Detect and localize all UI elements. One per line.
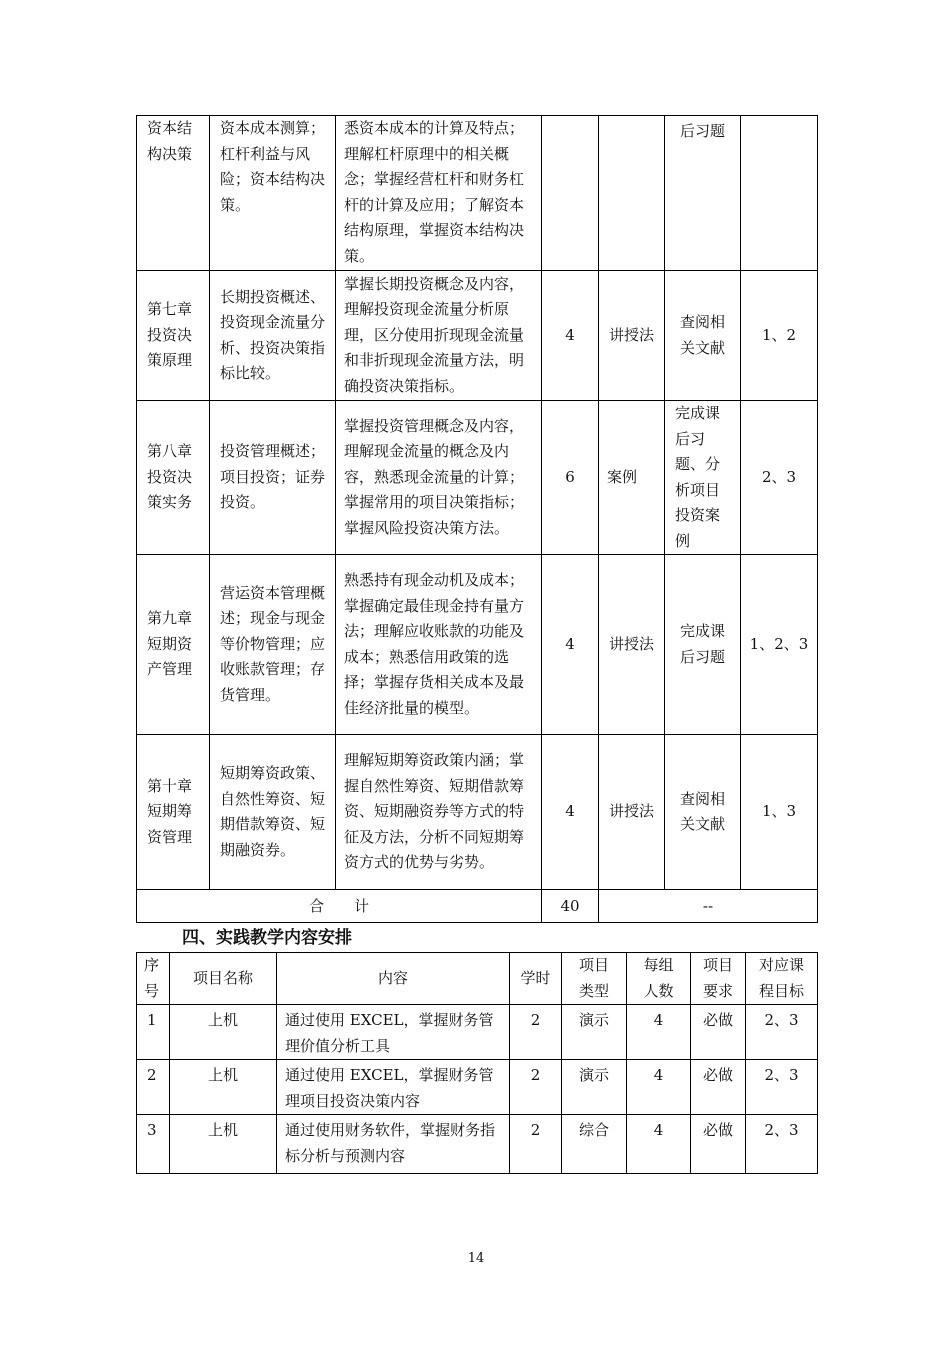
- total-rest: --: [599, 890, 818, 923]
- items-cell: 资本成本测算；杠杆利益与风险；资本结构决策。: [210, 116, 336, 271]
- requirement-cell: 必做: [691, 1060, 746, 1115]
- header-seq: 序号: [137, 953, 170, 1005]
- name-cell: 上机: [170, 1115, 277, 1174]
- method-cell: 讲授法: [599, 271, 665, 401]
- homework-cell: 后习题: [665, 116, 741, 271]
- seq-cell: 3: [137, 1115, 170, 1174]
- header-requirement: 项目要求: [691, 953, 746, 1005]
- requirements-cell: 悉资本成本的计算及特点；理解杠杆原理中的相关概念；掌握经营杠杆和财务杠杆的计算及应用；了解资本结构原理，掌握资本结构决策。: [336, 116, 542, 271]
- homework-cell: 查阅相关文献: [665, 735, 741, 890]
- hours-cell: 2: [510, 1005, 562, 1060]
- table-row: [137, 1060, 818, 1115]
- chapter-cell: 第九章短期资产管理: [137, 555, 210, 735]
- table-row: [137, 116, 818, 271]
- hours-cell: 6: [542, 401, 599, 555]
- objective-cell: [741, 116, 818, 271]
- method-cell: [599, 116, 665, 271]
- method-cell: 讲授法: [599, 735, 665, 890]
- group-cell: 4: [627, 1060, 691, 1115]
- table-row: [137, 1005, 818, 1060]
- table-row: [137, 271, 818, 401]
- hours-cell: 4: [542, 735, 599, 890]
- name-cell: 上机: [170, 1060, 277, 1115]
- seq-cell: 1: [137, 1005, 170, 1060]
- table-row: [137, 401, 818, 555]
- requirements-cell: 掌握投资管理概念及内容，理解现金流量的概念及内容，熟悉现金流量的计算；掌握常用的项目决策指标；掌握风险投资决策方法。: [336, 401, 542, 555]
- content-cell: 通过使用 EXCEL，掌握财务管理价值分析工具: [277, 1005, 510, 1060]
- items-cell: 短期筹资政策、自然性筹资、短期借款筹资、短期融资券。: [210, 735, 336, 890]
- requirement-cell: 必做: [691, 1115, 746, 1174]
- objective-cell: 2、3: [746, 1005, 818, 1060]
- chapter-cell: 第七章投资决策原理: [137, 271, 210, 401]
- objective-cell: 2、3: [741, 401, 818, 555]
- requirements-cell: 熟悉持有现金动机及成本；掌握确定最佳现金持有量方法；理解应收账款的功能及成本；熟悉信用政策的选择；掌握存货相关成本及最佳经济批量的模型。: [336, 555, 542, 735]
- table-row: [137, 1115, 818, 1174]
- items-cell: 营运资本管理概述；现金与现金等价物管理；应收账款管理；存货管理。: [210, 555, 336, 735]
- seq-cell: 2: [137, 1060, 170, 1115]
- hours-cell: 4: [542, 555, 599, 735]
- total-row: [137, 890, 818, 923]
- method-cell: 讲授法: [599, 555, 665, 735]
- header-name: 项目名称: [170, 953, 277, 1005]
- content-cell: 通过使用财务软件，掌握财务指标分析与预测内容: [277, 1115, 510, 1174]
- requirements-cell: 理解短期筹资政策内涵；掌握自然性筹资、短期借款筹资、短期融资券等方式的特征及方法，分析不同短期筹资方式的优势与劣势。: [336, 735, 542, 890]
- hours-cell: 4: [542, 271, 599, 401]
- objective-cell: 1、2: [741, 271, 818, 401]
- homework-cell: 完成课后习题、分析项目投资案例: [665, 401, 741, 555]
- objective-cell: 2、3: [746, 1060, 818, 1115]
- header-objective: 对应课程目标: [746, 953, 818, 1005]
- header-group: 每组人数: [627, 953, 691, 1005]
- group-cell: 4: [627, 1115, 691, 1174]
- header-content: 内容: [277, 953, 510, 1005]
- hours-cell: 2: [510, 1115, 562, 1174]
- section-heading: 四、实践教学内容安排: [182, 928, 352, 948]
- requirement-cell: 必做: [691, 1005, 746, 1060]
- requirements-cell: 掌握长期投资概念及内容，理解投资现金流量分析原理，区分使用折现现金流量和非折现现金流量方法，明确投资决策指标。: [336, 271, 542, 401]
- homework-cell: 完成课后习题: [665, 555, 741, 735]
- hours-cell: [542, 116, 599, 271]
- practice-header-row: [137, 953, 818, 1005]
- objective-cell: 1、3: [741, 735, 818, 890]
- total-hours: 40: [542, 890, 599, 923]
- items-cell: 长期投资概述、投资现金流量分析、投资决策指标比较。: [210, 271, 336, 401]
- header-hours: 学时: [510, 953, 562, 1005]
- hours-cell: 2: [510, 1060, 562, 1115]
- header-type: 项目类型: [562, 953, 627, 1005]
- type-cell: 综合: [562, 1115, 627, 1174]
- content-cell: 通过使用 EXCEL，掌握财务管理项目投资决策内容: [277, 1060, 510, 1115]
- objective-cell: 1、2、3: [741, 555, 818, 735]
- table-row: [137, 555, 818, 735]
- name-cell: 上机: [170, 1005, 277, 1060]
- chapter-cell: 第十章短期筹资管理: [137, 735, 210, 890]
- type-cell: 演示: [562, 1005, 627, 1060]
- objective-cell: 2、3: [746, 1115, 818, 1174]
- homework-cell: 查阅相关文献: [665, 271, 741, 401]
- theory-schedule-table: [136, 115, 818, 923]
- group-cell: 4: [627, 1005, 691, 1060]
- page-number: 14: [467, 1251, 485, 1266]
- total-label: 合 计: [137, 890, 542, 923]
- type-cell: 演示: [562, 1060, 627, 1115]
- practice-table: [136, 952, 818, 1174]
- chapter-cell: 第八章投资决策实务: [137, 401, 210, 555]
- table-row: [137, 735, 818, 890]
- chapter-cell: 资本结构决策: [137, 116, 210, 271]
- items-cell: 投资管理概述；项目投资；证券投资。: [210, 401, 336, 555]
- method-cell: 案例: [599, 401, 665, 555]
